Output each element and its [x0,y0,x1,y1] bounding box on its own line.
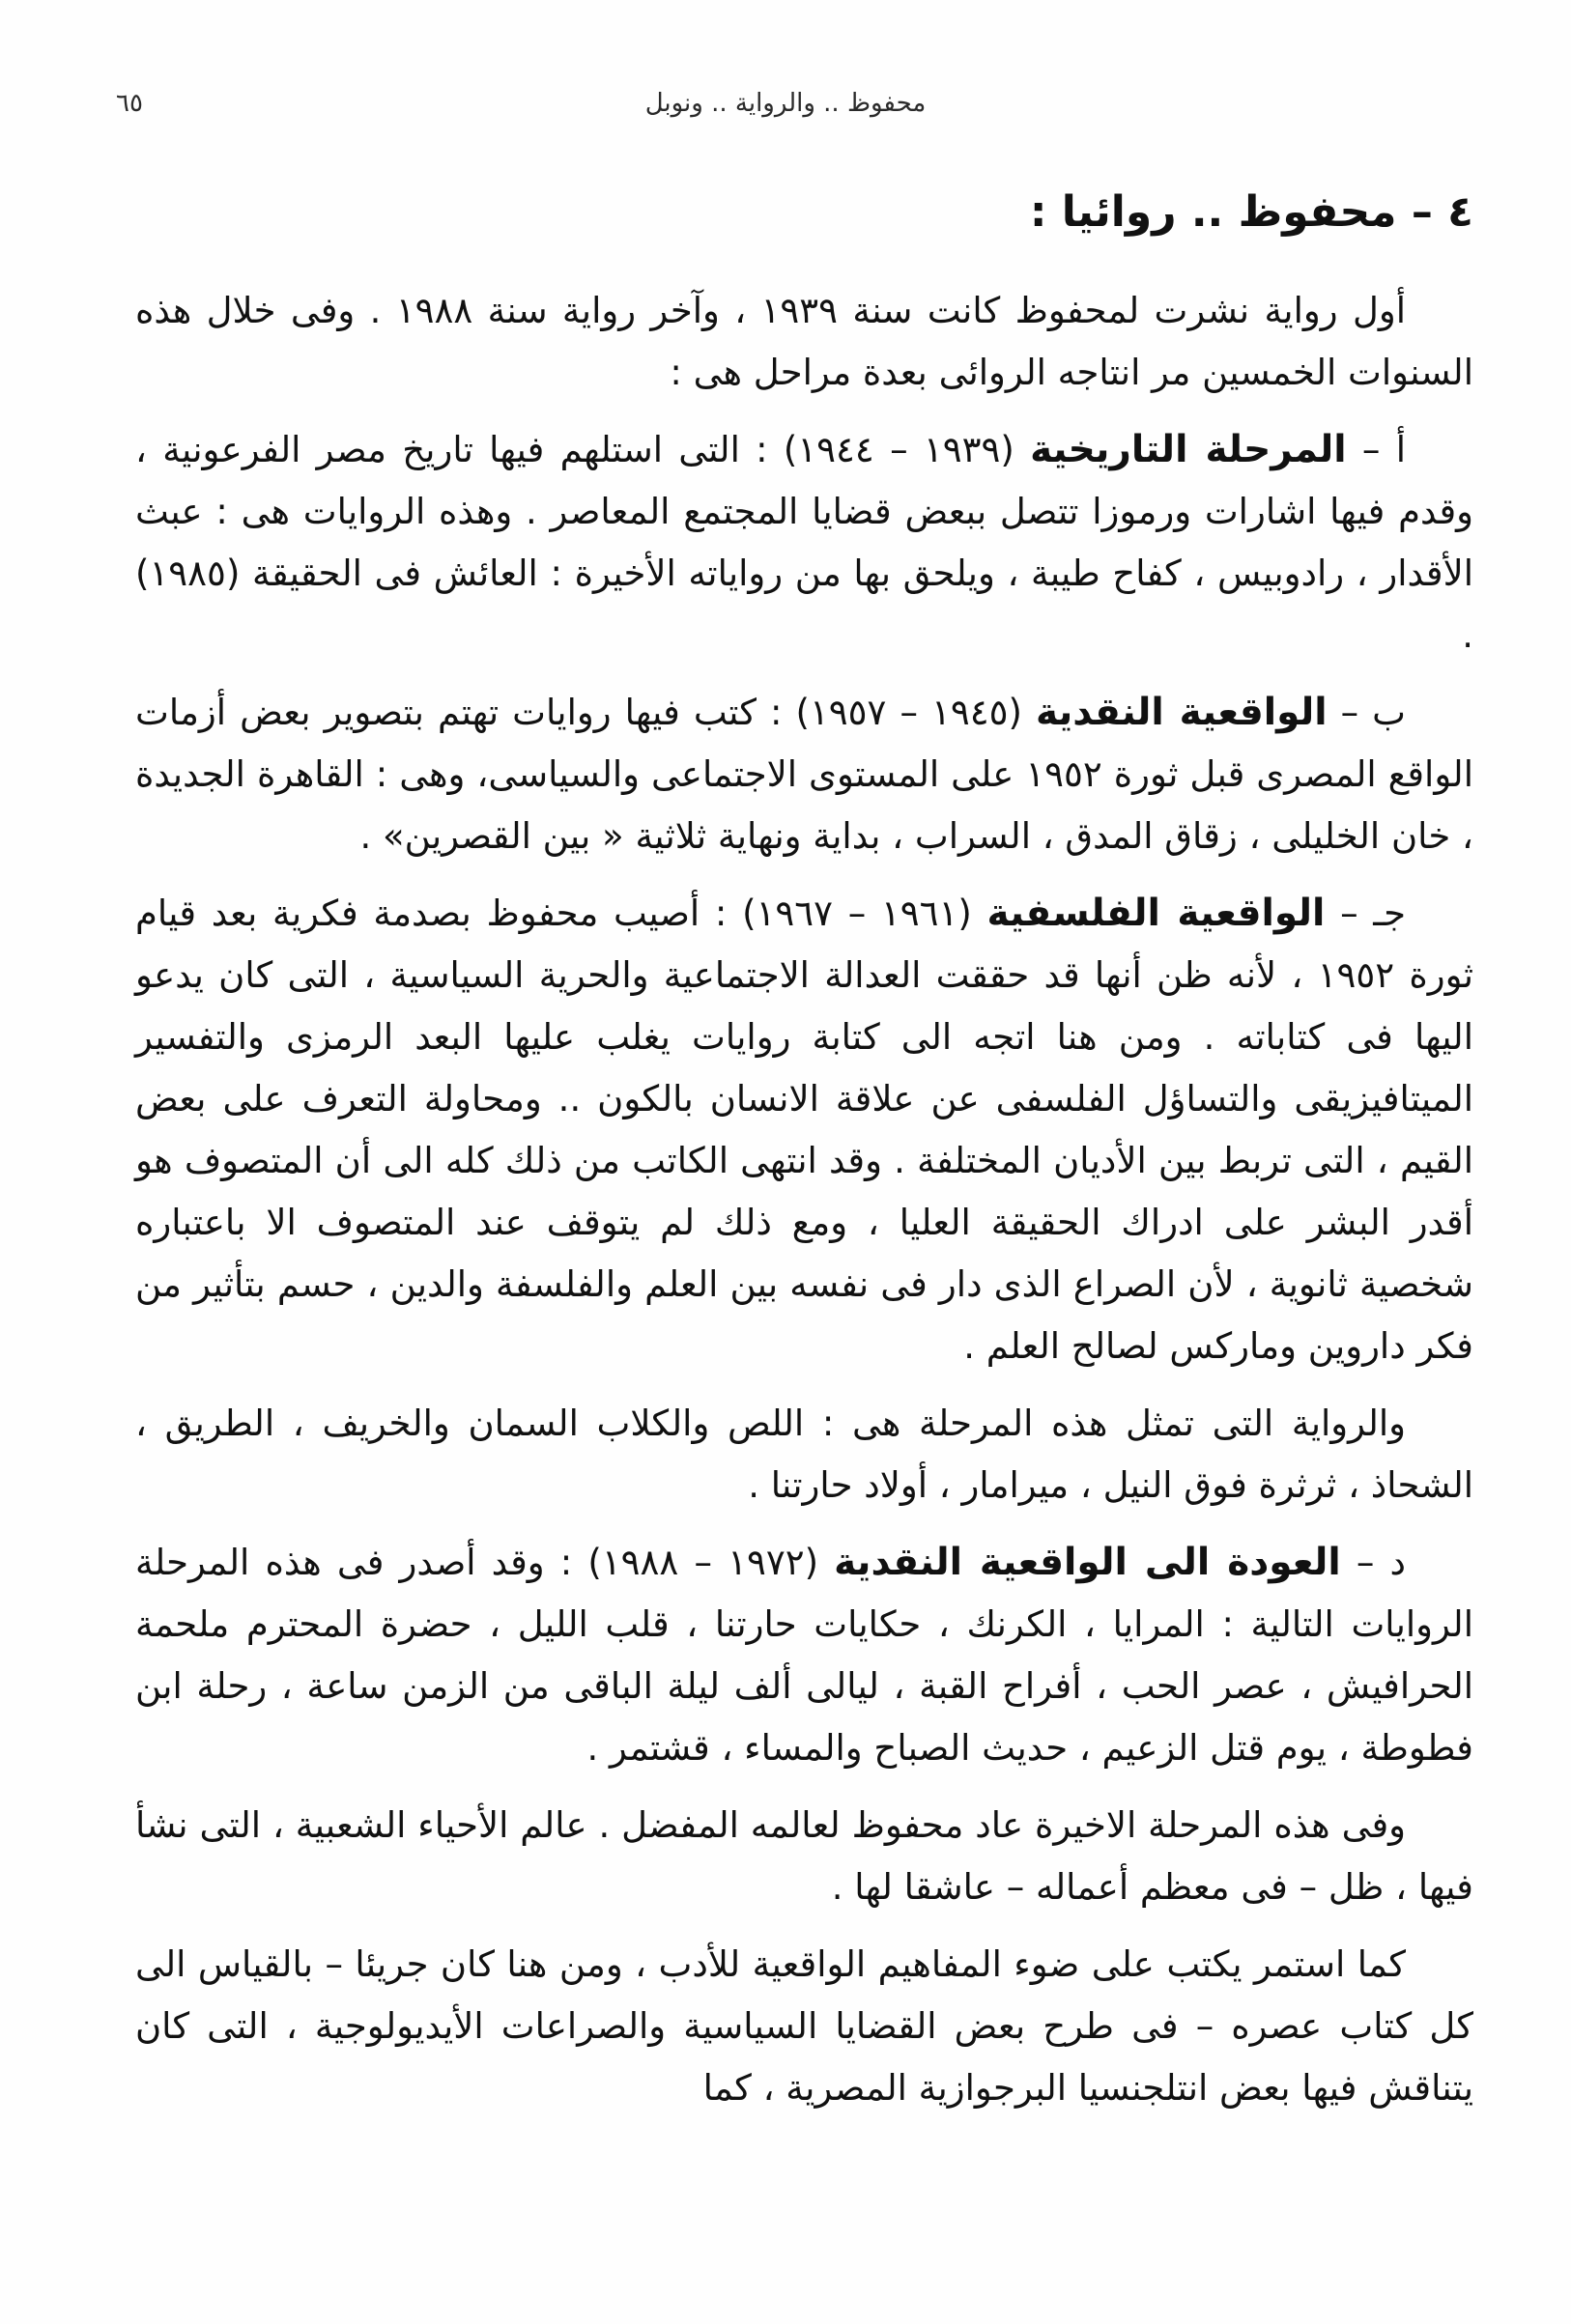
stage-c-paragraph [135,883,1473,1377]
running-head [116,89,1455,128]
stage-a-letter: أ – [1361,429,1406,470]
stage-d-paragraph [135,1532,1473,1779]
stage-a-text: : التى استلهم فيها تاريخ مصر الفرعونية ، وقدم فيها اشارات ورموزا تتصل ببعض قضايا المجتمع المعاصر . وهذه الروايات هى : عبث الأقدار ، رادوبيس ، كفاح طيبة ، ويلحق بها من رواياته الأخيرة : العائش فى الحقيقة (١٩٨٥) . [135,429,1473,656]
philosophical-novels-paragraph: والرواية التى تمثل هذه المرحلة هى : اللص والكلاب السمان والخريف ، الطريق ، الشحاذ ، ثرثرة فوق النيل ، ميرامار ، أولاد حارتنا . [135,1403,1473,1506]
stage-d-title: العودة الى الواقعية النقدية [834,1541,1341,1584]
stage-c-title: الواقعية الفلسفية [986,892,1326,935]
stage-c-letter: جـ – [1340,893,1406,934]
running-title: محفوظ .. والرواية .. ونوبل [644,89,927,118]
stage-b-title: الواقعية النقدية [1035,691,1328,734]
page-number: ٦٥ [116,89,143,118]
intro-paragraph: أول رواية نشرت لمحفوظ كانت سنة ١٩٣٩ ، وآخر رواية سنة ١٩٨٨ . وفى خلال هذه السنوات الخمسين مر انتاجه الروائى بعدة مراحل هى : [135,290,1473,393]
stage-c-text: : أصيب محفوظ بصدمة فكرية بعد قيام ثورة ١٩٥٢ ، لأنه ظن أنها قد حققت العدالة الاجتماعية والحرية السياسية ، التى كان يدعو اليها فى كتاباته . ومن هنا اتجه الى كتابة روايات يغلب عليها البعد الرمزى والتفسير الميتافيزيقى والتساؤل الفلسفى عن علاقة الانسان بالكون .. ومحاولة التعرف على بعض القيم ، التى تربط بين الأديان المختلفة . وقد انتهى الكاتب من ذلك كله الى أن المتصوف هو أقدر البشر على ادراك الحقيقة العليا ، ومع ذلك لم يتوقف عند المتصوف الا باعتباره شخصية ثانوية ، لأن الصراع الذى دار فى نفسه بين العلم والفلسفة والدين ، حسم بتأثير من فكر داروين وماركس لصالح العلم . [135,893,1473,1367]
stage-c-period: (١٩٦١ – ١٩٦٧) [742,893,972,934]
page-body [135,184,1473,2135]
stage-b-paragraph [135,682,1473,867]
closing-paragraph-2: كما استمر يكتب على ضوء المفاهيم الواقعية للأدب ، ومن هنا كان جريئا – بالقياس الى كل كتاب عصره – فى طرح بعض القضايا السياسية والصراعات الأيديولوجية ، التى كان يتناقش فيها بعض انتلجنسيا البرجوازية المصرية ، كما [135,1943,1473,2109]
stage-d-period: (١٩٧٢ – ١٩٨٨) [587,1542,819,1583]
stage-b-text: : كتب فيها روايات تهتم بتصوير بعض أزمات الواقع المصرى قبل ثورة ١٩٥٢ على المستوى الاجتماعى والسياسى، وهى : القاهرة الجديدة ، خان الخليلى ، زقاق المدق ، السراب ، بداية ونهاية ثلاثية « بين القصرين» . [135,692,1473,857]
stage-d-text: : وقد أصدر فى هذه المرحلة الروايات التالية : المرايا ، الكرنك ، حكايات حارتنا ، قلب الليل ، حضرة المحترم ملحمة الحرافيش ، عصر الحب ، أفراح القبة ، ليالى ألف ليلة الباقى من الزمن ساعة ، رحلة ابن فطوطة ، يوم قتل الزعيم ، حديث الصباح والمساء ، قشتمر . [135,1542,1473,1769]
stage-a-paragraph [135,419,1473,666]
stage-a-title: المرحلة التاريخية [1030,428,1347,471]
stage-a-period: (١٩٣٩ – ١٩٤٤) [783,429,1014,470]
stage-b-letter: ب – [1340,692,1406,733]
section-heading: ٤ – محفوظ .. روائيا : [1029,187,1473,237]
stage-b-period: (١٩٤٥ – ١٩٥٧) [795,692,1022,733]
stage-d-letter: د – [1356,1542,1407,1583]
closing-paragraph-1: وفى هذه المرحلة الاخيرة عاد محفوظ لعالمه المفضل . عالم الأحياء الشعبية ، التى نشأ فيها ، ظل – فى معظم أعماله – عاشقا لها . [135,1804,1473,1908]
